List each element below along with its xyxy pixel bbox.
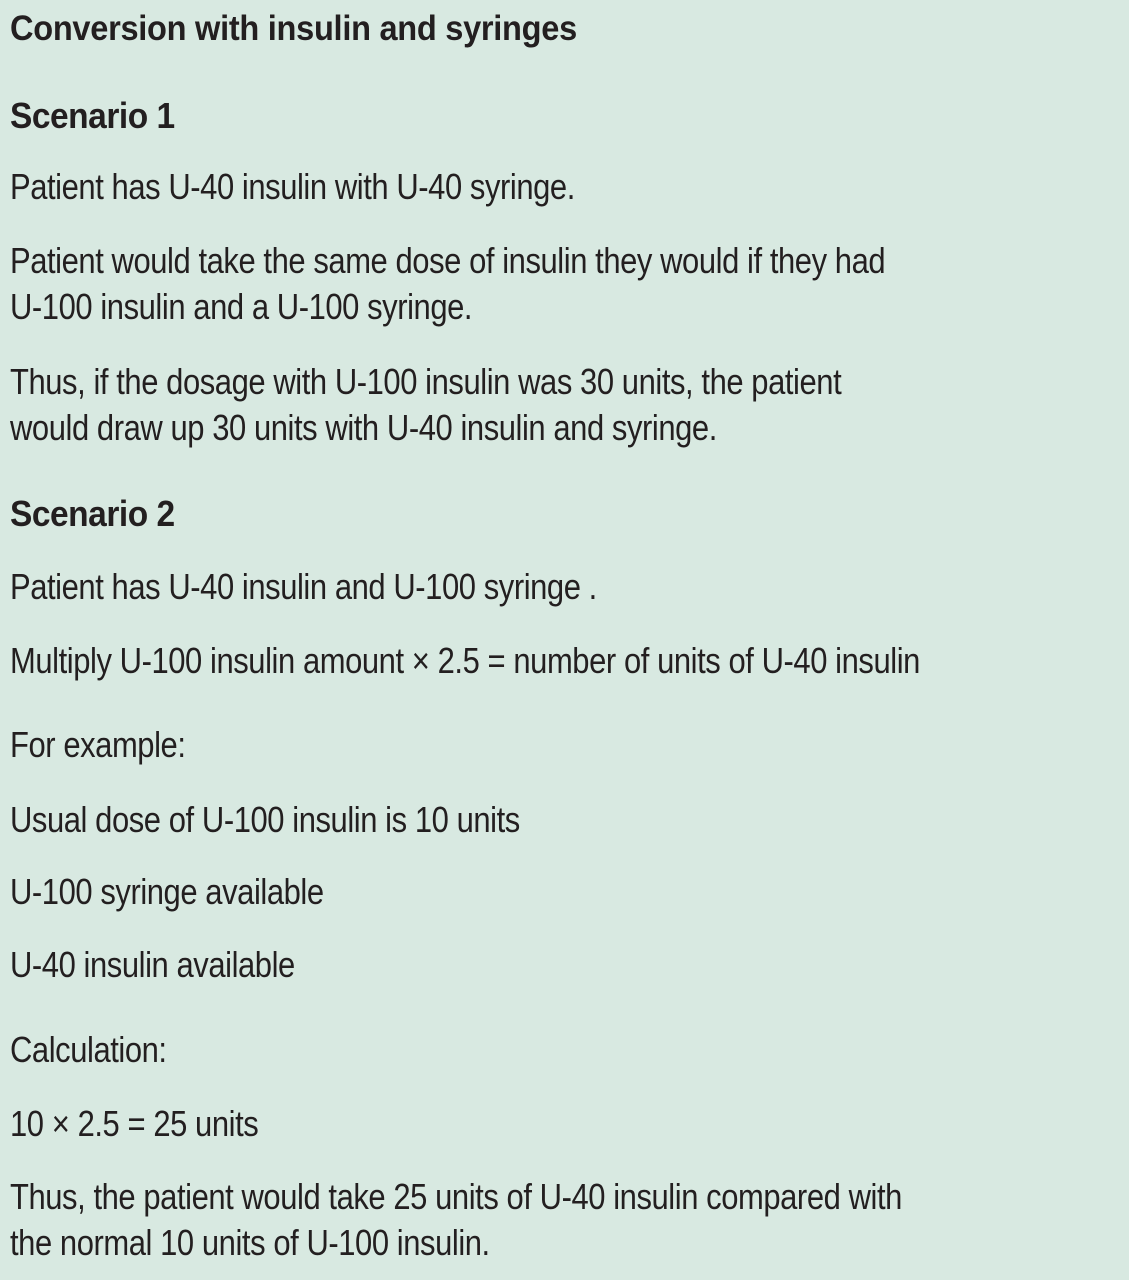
scenario-2-paragraph-4: Usual dose of U-100 insulin is 10 units bbox=[10, 799, 520, 840]
scenario-2-paragraph-2: Multiply U-100 insulin amount × 2.5 = number of units of U-40 insulin bbox=[10, 640, 920, 681]
scenario-2-paragraph-7: Calculation: bbox=[10, 1029, 167, 1070]
scenario-2-paragraph-9-line-1: Thus, the patient would take 25 units of U-40 insulin compared with bbox=[10, 1176, 902, 1217]
scenario-2-heading: Scenario 2 bbox=[10, 493, 175, 534]
scenario-2-paragraph-8: 10 × 2.5 = 25 units bbox=[10, 1103, 259, 1144]
scenario-1-paragraph-2-line-2: U-100 insulin and a U-100 syringe. bbox=[10, 286, 473, 327]
scenario-1-paragraph-2-line-1: Patient would take the same dose of insulin they would if they had bbox=[10, 240, 886, 281]
scenario-2-paragraph-3: For example: bbox=[10, 724, 186, 765]
scenario-1-paragraph-3-line-2: would draw up 30 units with U-40 insulin and syringe. bbox=[10, 407, 717, 448]
scenario-2-paragraph-1: Patient has U-40 insulin and U-100 syringe . bbox=[10, 566, 597, 607]
scenario-2-paragraph-5: U-100 syringe available bbox=[10, 871, 324, 912]
scenario-1-paragraph-3-line-1: Thus, if the dosage with U-100 insulin was 30 units, the patient bbox=[10, 361, 842, 402]
scenario-2-paragraph-9-line-2: the normal 10 units of U-100 insulin. bbox=[10, 1222, 490, 1263]
scenario-1-paragraph-1: Patient has U-40 insulin with U-40 syringe. bbox=[10, 166, 575, 207]
box-title: Conversion with insulin and syringes bbox=[10, 9, 577, 48]
scenario-2-paragraph-6: U-40 insulin available bbox=[10, 944, 295, 985]
scenario-1-heading: Scenario 1 bbox=[10, 95, 175, 136]
